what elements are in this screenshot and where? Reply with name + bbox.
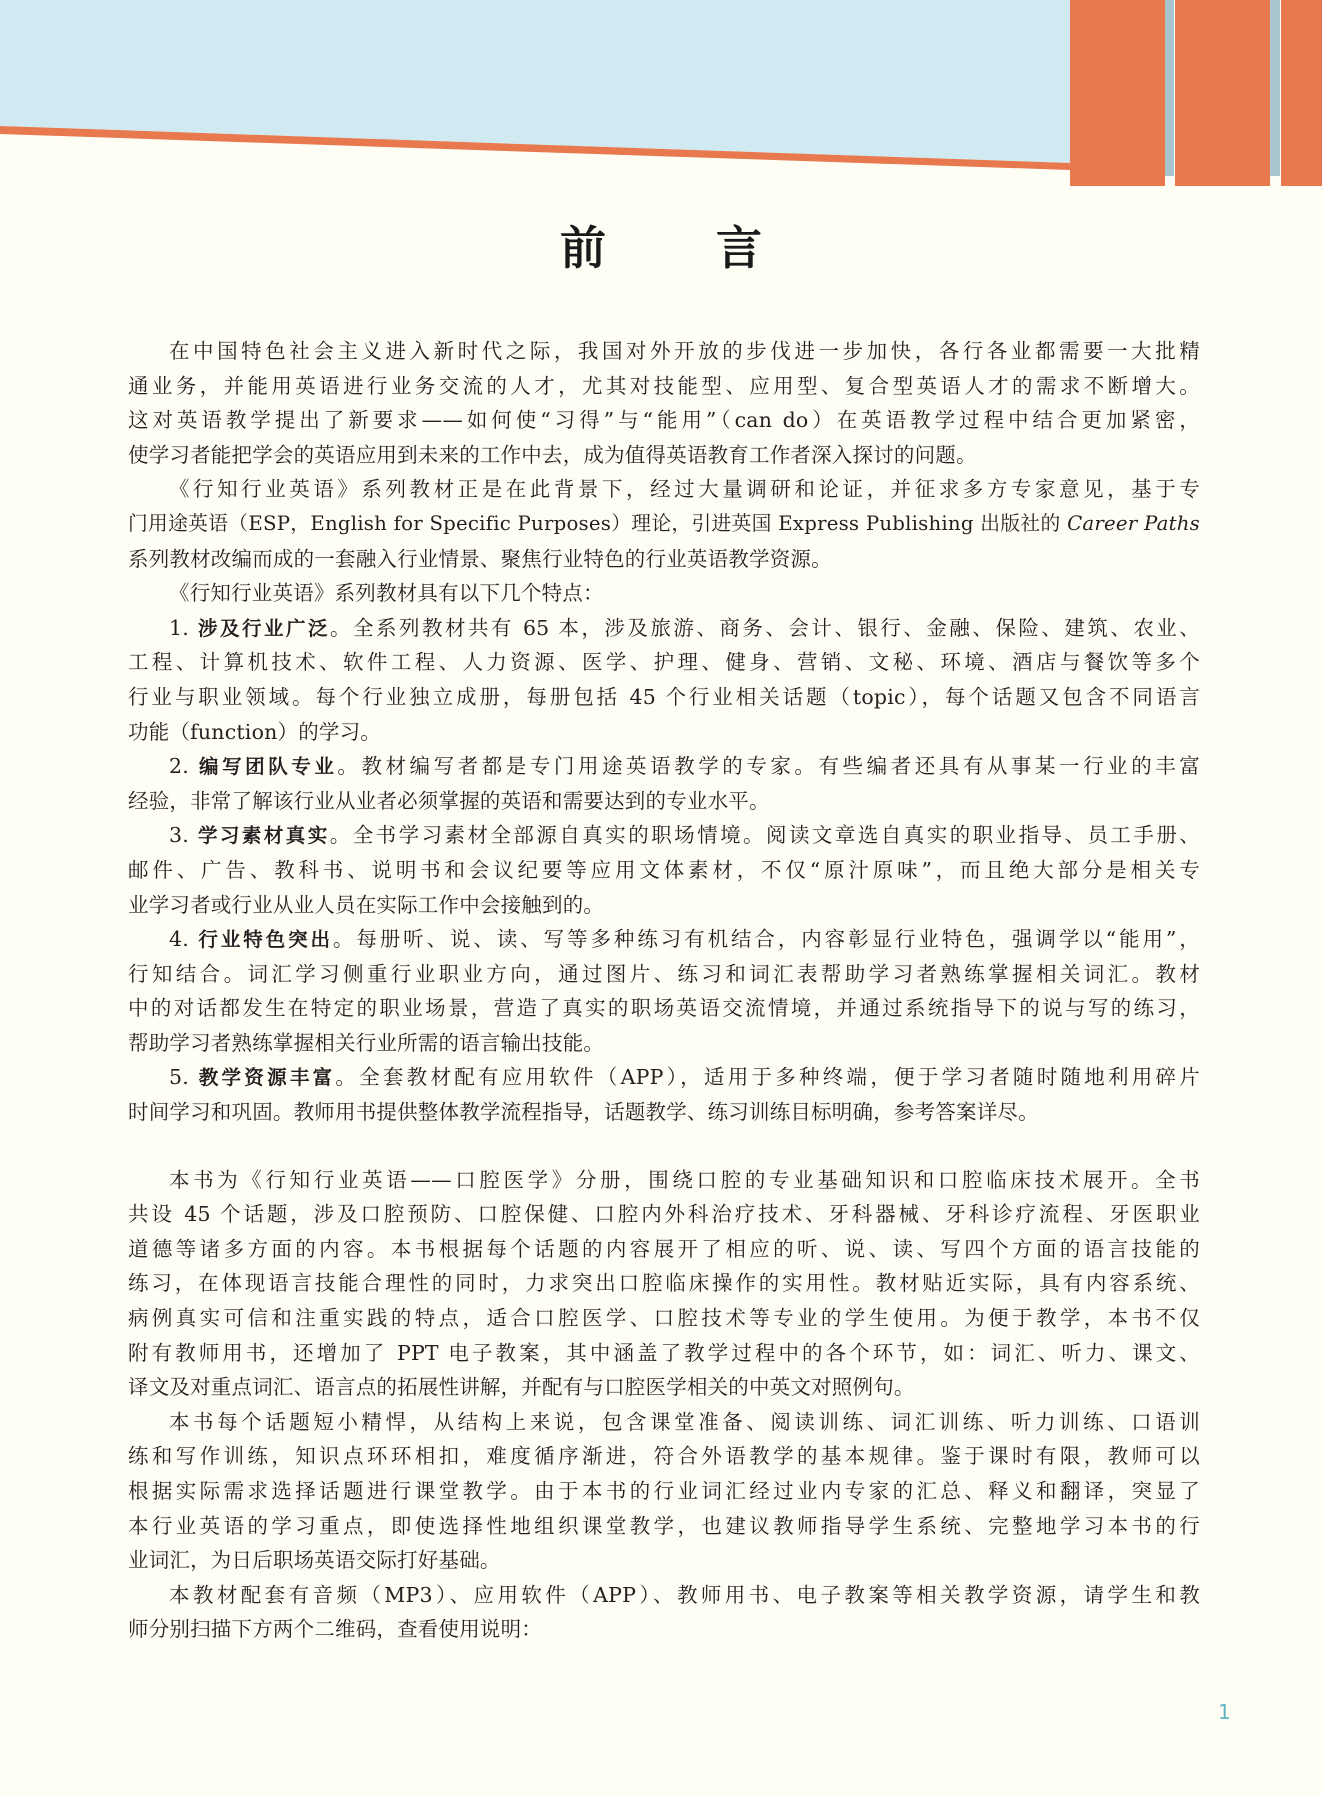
paragraph-book-intro bbox=[128, 1163, 1200, 1405]
text-line: 《行知行业英语》系列教材正是在此背景下，经过大量调研和论证，并征求多方专家意见，基于专 bbox=[169, 477, 1200, 502]
text-line: 师分别扫描下方两个二维码，查看使用说明： bbox=[128, 1617, 542, 1642]
text-line: 行业与职业领域。每个行业独立成册，每册包括 45 个行业相关话题（topic），每个话题又包含不同语言 bbox=[128, 684, 1200, 709]
text-line: 病例真实可信和注重实践的特点，适合口腔医学、口腔技术等专业的学生使用。为便于教学，本书不仅 bbox=[128, 1306, 1200, 1331]
text-line: 业学习者或行业从业人员在实际工作中会接触到的。 bbox=[128, 892, 605, 917]
paragraph-intro bbox=[128, 334, 1200, 472]
feature-heading: 教学资源丰富 bbox=[198, 1066, 336, 1090]
section-spacer bbox=[128, 1130, 1200, 1163]
paragraph-book-structure bbox=[128, 1405, 1200, 1578]
feature-number: 4. bbox=[169, 927, 189, 952]
text-line: 中的对话都发生在特定的职业场景，营造了真实的职场英语交流情境，并通过系统指导下的说与写的练习， bbox=[128, 996, 1200, 1021]
page-number: 1 bbox=[1218, 1700, 1231, 1724]
text-line: 功能（function）的学习。 bbox=[128, 719, 382, 744]
preface-body bbox=[128, 334, 1200, 1647]
feature-item-4 bbox=[128, 922, 1200, 1060]
text-line: 帮助学习者熟练掌握相关行业所需的语言输出技能。 bbox=[128, 1030, 605, 1055]
feature-item-2 bbox=[128, 749, 1200, 818]
text-line: 业词汇，为日后职场英语交际打好基础。 bbox=[128, 1548, 501, 1573]
text-line bbox=[128, 922, 1200, 957]
text-line: 行知结合。词汇学习侧重行业职业方向，通过图片、练习和词汇表帮助学习者熟练掌握相关词汇。教材 bbox=[128, 961, 1200, 986]
text-line-part: 。全系列教材共有 65 本，涉及旅游、商务、会计、银行、金融、保险、建筑、农业、 bbox=[329, 615, 1201, 640]
header-tab-1 bbox=[1070, 0, 1165, 186]
text-line-part: 门用途英语（ESP，English for Specific Purposes）理论，引进英国 Express Publishing 出版社的 bbox=[128, 511, 1068, 535]
text-line: 附有教师用书，还增加了 PPT 电子教案，其中涵盖了教学过程中的各个环节，如：词汇、听力、课文、 bbox=[128, 1340, 1200, 1365]
text-line-part: 。教材编写者都是专门用途英语教学的专家。有些编者还具有从事某一行业的丰富 bbox=[337, 754, 1201, 779]
text-line: 《行知行业英语》系列教材具有以下几个特点： bbox=[169, 581, 604, 606]
text-line-part: 。全套教材配有应用软件（APP），适用于多种终端，便于学习者随时随地利用碎片 bbox=[335, 1065, 1200, 1090]
text-line: 译文及对重点词汇、语言点的拓展性讲解，并配有与口腔医学相关的中英文对照例句。 bbox=[128, 1375, 915, 1400]
feature-item-1 bbox=[128, 611, 1200, 749]
feature-number: 1. bbox=[169, 615, 189, 640]
header-decoration bbox=[0, 0, 1322, 190]
text-line bbox=[128, 507, 1200, 542]
series-title-italic: Career Paths bbox=[1067, 511, 1200, 535]
page-title bbox=[0, 212, 1322, 278]
text-line: 练和写作训练，知识点环环相扣，难度循序渐进，符合外语教学的基本规律。鉴于课时有限，教师可以 bbox=[128, 1444, 1200, 1469]
feature-heading: 涉及行业广泛 bbox=[197, 616, 330, 640]
text-line: 本行业英语的学习重点，即使选择性地组织课堂教学，也建议教师指导学生系统、完整地学习本书的行 bbox=[128, 1513, 1200, 1538]
text-line: 根据实际需求选择话题进行课堂教学。由于本书的行业词汇经过业内专家的汇总、释义和翻译，突显了 bbox=[128, 1479, 1200, 1503]
text-line: 本书为《行知行业英语——口腔医学》分册，围绕口腔的专业基础知识和口腔临床技术展开。全书 bbox=[169, 1167, 1200, 1192]
feature-item-5 bbox=[128, 1060, 1200, 1129]
text-line: 在中国特色社会主义进入新时代之际，我国对外开放的步伐进一步加快，各行各业都需要一大批精 bbox=[169, 339, 1200, 363]
text-line: 这对英语教学提出了新要求——如何使“习得”与“能用”（can do）在英语教学过程中结合更加紧密， bbox=[128, 408, 1200, 433]
paragraph-resources bbox=[128, 1578, 1200, 1647]
text-line: 工程、计算机技术、软件工程、人力资源、医学、护理、健身、营销、文秘、环境、酒店与餐饮等多个 bbox=[128, 650, 1200, 675]
text-line bbox=[128, 749, 1200, 784]
paragraph-series bbox=[128, 472, 1200, 576]
text-line: 本书每个话题短小精悍，从结构上来说，包含课堂准备、阅读训练、词汇训练、听力训练、口语训 bbox=[169, 1409, 1200, 1434]
text-line: 共设 45 个话题，涉及口腔预防、口腔保健、口腔内外科治疗技术、牙科器械、牙科诊疗流程、牙医职业 bbox=[128, 1202, 1200, 1227]
text-line: 本教材配套有音频（MP3）、应用软件（APP）、教师用书、电子教案等相关教学资源，请学生和教 bbox=[169, 1582, 1200, 1607]
text-line bbox=[128, 611, 1200, 646]
feature-heading: 行业特色突出 bbox=[198, 928, 333, 952]
feature-heading: 编写团队专业 bbox=[199, 755, 338, 779]
text-line: 时间学习和巩固。教师用书提供整体教学流程指导，话题教学、练习训练目标明确，参考答案详尽。 bbox=[128, 1100, 1039, 1125]
feature-number: 3. bbox=[169, 823, 189, 848]
feature-number: 2. bbox=[169, 754, 189, 779]
text-line bbox=[128, 1060, 1200, 1095]
text-line: 练习，在体现语言技能合理性的同时，力求突出口腔临床操作的实用性。教材贴近实际，具有内容系统、 bbox=[128, 1271, 1200, 1296]
feature-item-3 bbox=[128, 818, 1200, 922]
text-line: 道德等诸多方面的内容。本书根据每个话题的内容展开了相应的听、说、读、写四个方面的语言技能的 bbox=[128, 1236, 1200, 1261]
text-line: 通业务，并能用英语进行业务交流的人才，尤其对技能型、应用型、复合型英语人才的需求不断增大。 bbox=[128, 373, 1200, 398]
text-line: 系列教材改编而成的一套融入行业情景、聚焦行业特色的行业英语教学资源。 bbox=[128, 546, 832, 571]
feature-number: 5. bbox=[169, 1065, 189, 1090]
text-line-part: 。每册听、说、读、写等多种练习有机结合，内容彰显行业特色，强调学以“能用”， bbox=[332, 927, 1201, 952]
header-tab-3 bbox=[1281, 0, 1322, 186]
text-line: 邮件、广告、教科书、说明书和会议纪要等应用文体素材，不仅“原汁原味”，而且绝大部分是相关专 bbox=[128, 857, 1200, 882]
feature-heading: 学习素材真实 bbox=[197, 824, 330, 848]
text-line: 经验，非常了解该行业从业者必须掌握的英语和需要达到的专业水平。 bbox=[128, 788, 770, 813]
page-title-char-2: 言 bbox=[716, 221, 762, 275]
text-line-part: 。全书学习素材全部源自真实的职场情境。阅读文章选自真实的职业指导、员工手册、 bbox=[329, 823, 1201, 848]
text-line bbox=[128, 818, 1200, 853]
header-tab-2 bbox=[1175, 0, 1270, 186]
page-title-char-1: 前 bbox=[560, 221, 606, 275]
text-line: 使学习者能把学会的英语应用到未来的工作中去，成为值得英语教育工作者深入探讨的问题。 bbox=[128, 442, 977, 467]
